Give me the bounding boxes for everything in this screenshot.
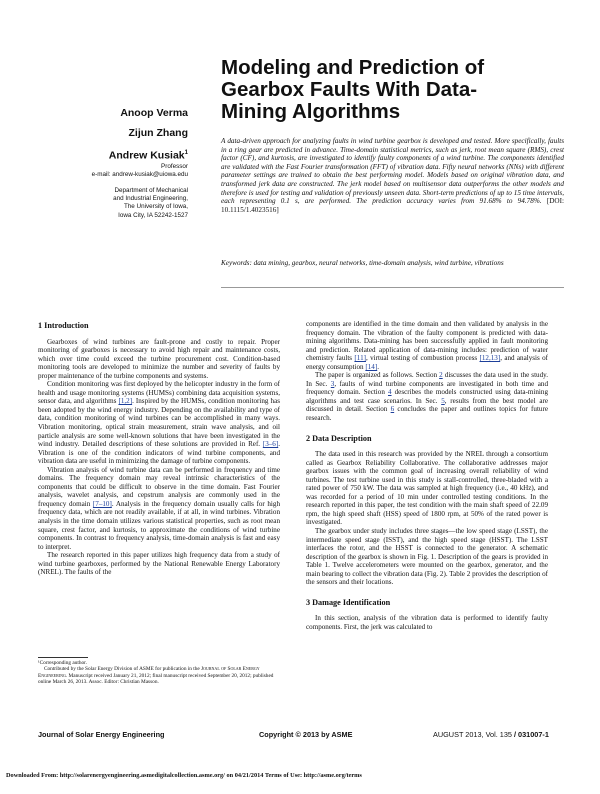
affiliation-line: and Industrial Engineering, — [113, 195, 188, 203]
footnote — [38, 657, 280, 685]
paper-title: Modeling and Prediction of Gearbox Faults With Data-Mining Algorithms — [221, 56, 485, 123]
footnote-rule — [38, 657, 88, 658]
section-link[interactable]: 6 — [390, 405, 395, 414]
section-link[interactable]: 5 — [441, 396, 445, 405]
doi[interactable]: [DOI: 10.1115/1.4023516] — [221, 197, 564, 214]
footer-issue: AUGUST 2013, Vol. 135 / 031007-1 — [433, 730, 549, 739]
footer-journal: Journal of Solar Energy Engineering — [38, 730, 165, 739]
affiliation-email[interactable]: e-mail: andrew-kusiak@uiowa.edu — [91, 171, 188, 179]
affiliation-line: Iowa City, IA 52242-1527 — [118, 211, 188, 219]
corresponding-mark: 1 — [184, 150, 188, 156]
section-link[interactable]: 4 — [387, 388, 392, 397]
paragraph: Gearboxes of wind turbines are fault-prone and costly to repair. Proper monitoring of gearboxes is necessary to avoid high repair and maintenance costs, which over time could exceed the turbine procurement cost. Condition-based monitoring tools are developed to minimize the number and severity of faults by proper maintenance of the turbine components and systems. — [38, 337, 280, 380]
affiliation-line: Department of Mechanical — [114, 187, 188, 194]
citation-link[interactable]: [7–10] — [92, 499, 112, 508]
paragraph: The research reported in this paper utilizes high frequency data from a study of wind turbine gearboxes, performed by the National Renewable Energy Laboratory (NREL). The faults of the — [38, 551, 280, 577]
affiliation-contact — [92, 163, 188, 179]
paragraph: components are identified in the time domain and then validated by analysis in the frequency domain. The vibration of the faulty component is predicted with data-mining algorithms. Data-mining has been successfully applied in fault monitoring and prediction. Related application of data-mining includes: prediction of water chemistry faults [11], virtual testing of combustion process [12,13], and analysis of energy consumption [14]. — [306, 320, 548, 371]
author-name: Andrew Kusiak$^1$ — [108, 149, 188, 162]
footnote-text: Contributed by the Solar Energy Division of ASME for publication in the Journal of Solar Energy Engineering. Manuscript received January 21, 2012; final manuscript received September 20, 2012; published online March 26, 2013. Assoc. Editor: Christian Masson. — [38, 666, 274, 685]
section-link[interactable]: 3 — [330, 379, 335, 388]
affiliation-department — [113, 187, 188, 220]
abstract-text: A data-driven approach for analyzing faults in wind turbine gearbox is developed and tested. More specifically, faults in a ring gear are predicted in advance. Time-domain statistical metrics, such as jerk, root mean square (RMS), crest factor (CF), and kurtosis, are investigated to identify faulty components of a wind turbine. The components identified are validated with the Fast Fourier transformation (FFT) of vibration data. Fifty neural networks (NNs) with different parameter settings are trained to obtain the best performing model. Models based on original vibration data, and transformed jerk data are constructed. The jerk model based on multisensor data outperforms the other models and therefore is used for testing and validation of previously unseen data. Short-term predictions of up to 15 time intervals, each representing 0.1 s, are performed. The prediction accuracy varies from 91.68% to 94.78%. — [221, 137, 564, 206]
section-link[interactable]: 2 — [439, 371, 443, 380]
paragraph: In this section, analysis of the vibration data is performed to identify faulty components. First, the jerk was calculated to — [306, 614, 548, 631]
footer-copyright: Copyright © 2013 by ASME — [259, 730, 353, 739]
citation-link[interactable]: [11] — [354, 354, 366, 363]
download-note: Downloaded From: http://solarenergyengineering.asmedigitalcollection.asme.org/ on 04/21/2014 Terms of Use: http://asme.org/terms — [6, 772, 362, 779]
affiliation-title: Professor — [161, 163, 188, 170]
column-right — [306, 320, 548, 632]
abstract — [221, 137, 564, 214]
citation-link[interactable]: [3–6] — [262, 440, 279, 449]
column-left — [38, 322, 280, 577]
affiliation-line: The University of Iowa, — [123, 203, 188, 211]
author-name: Anoop Verma — [120, 107, 188, 119]
paragraph: The data used in this research was provided by the NREL through a consortium called as Gearbox Reliability Collaborative. The collaborative addresses major gearbox issues with the common goal of increasing overall reliability of wind turbines. The test turbine used in this study is stall-controlled, three-bladed with a rated power of 750 kW. The data was sampled at high frequency (i.e., 40 kHz), and was recorded for a period of 10 min under controlled testing conditions. In the research reported in this paper, the test condition with the main shaft speed of 22.09 rpm, the high speed shaft (HSS) speed of 1800 rpm, at 50% of the rated power is investigated. — [306, 450, 548, 527]
section-heading: 2 Data Description — [306, 433, 372, 443]
keywords: Keywords: data mining, gearbox, neural networks, time-domain analysis, wind turbine, vibrations — [221, 259, 504, 267]
citation-link[interactable]: [12,13] — [479, 354, 501, 363]
paragraph: The gearbox under study includes three stages—the low speed stage (LSST), the intermediate speed stage (ISST), and the high speed stage (HSST). The LSST interfaces the rotor, and the HSST is connected to the generator. A schematic description of the gearbox is shown in Fig. 1. Description of the gears is provided in Table 1. Twelve accelerometers were mounted on the gearbox, generator, and the main bearing to collect the vibration data (Fig. 2). Table 2 provides the description of the sensors and their locations. — [306, 527, 548, 587]
footnote-corresponding: ¹Corresponding author. — [38, 660, 87, 666]
section-heading: 3 Damage Identification — [306, 597, 391, 607]
divider — [221, 287, 564, 288]
section-heading: 1 Introduction — [38, 321, 89, 330]
author-list — [109, 103, 188, 166]
citation-link[interactable]: [14] — [365, 362, 378, 371]
paragraph: Condition monitoring was first deployed by the helicopter industry in the form of health and usage monitoring systems (HUMSs) combining data acquisition systems, sensor data, and algorithms [1,2]. Inspired by the HUMSs, condition monitoring has been adopted by the wind energy industry. Depending on the availability and type of data, condition monitoring of wind turbines can be accomplished in many ways. Vibration monitoring, optical strain measurement, strain wave analysis, and oil particle analysis are some well-known solutions that have been investigated in the wind industry. Detailed descriptions of these solutions are provided in Ref. [3–6]. Vibration is one of the condition indicators of wind turbine components, and vibration data are useful in minimizing the damage of turbine components. — [38, 380, 280, 466]
author-name: Zijun Zhang — [128, 127, 188, 139]
paragraph: Vibration analysis of wind turbine data can be performed in frequency and time domains. The frequency domain may reveal intrinsic characteristics of the components that could be difficult to observe in the time domain. Fast Fourier analysis, wavelet analysis, and cepstrum analysis are commonly used in the frequency domain [7–10]. Analysis in the frequency domain usually calls for high frequency data, which are not readily available, if at all, in wind turbines. Vibration analysis in the time domain utilizes various statistical properties, such as root mean square, crest factor, and kurtosis, to approximate the conditions of wind turbine components. In contrast to frequency analysis, time-domain analysis is fast and easy to interpret. — [38, 465, 280, 551]
paragraph: The paper is organized as follows. Section 2 discusses the data used in the study. In Sec. 3, faults of wind turbine components are investigated in both time and frequency domain. Section 4 describes the models constructed using data-mining algorithms and test case scenarios. In Sec. 5, results from the best model are discussed in detail. Section 6 concludes the paper and outlines topics for future research. — [306, 371, 548, 423]
citation-link[interactable]: [1,2] — [118, 397, 133, 406]
